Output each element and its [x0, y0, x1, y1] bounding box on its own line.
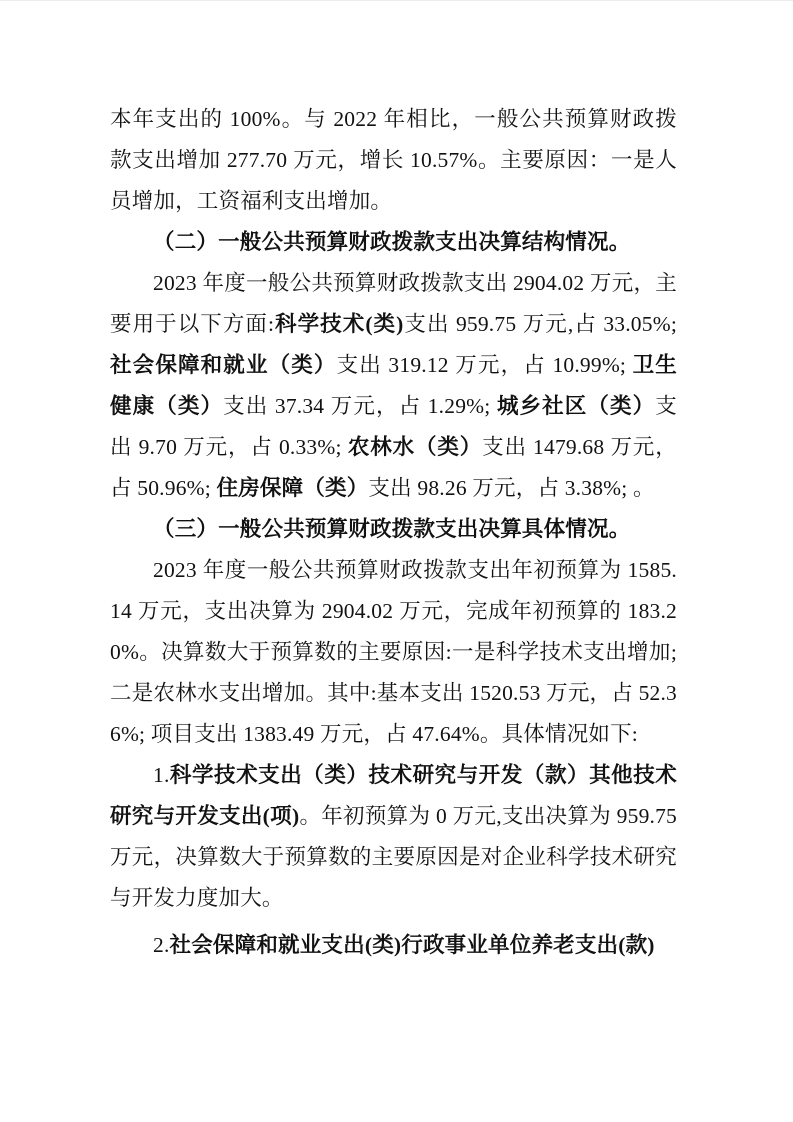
bold-text-run: 农林水（类）	[347, 435, 483, 459]
text-run: 支出 959.75 万元,占 33.05%;	[403, 312, 677, 336]
text-run: 支出 319.12 万元，占 10.99%;	[336, 353, 633, 377]
bold-text-run: 科学技术(类)	[274, 312, 404, 336]
text-run: 本年支出的 100%。与 2022 年相比，一般公共预算财政拨款支出增加 277.70 万元，增长 10.57%。主要原因：一是人员增加，工资福利支出增加。	[110, 107, 677, 213]
text-run: 支出 37.34 万元，占 1.29%;	[223, 394, 497, 418]
section-heading	[110, 222, 677, 263]
bold-text-run: 卫生健康（类）	[110, 353, 677, 418]
text-run: 支出 9.70 万元，占 0.33%;	[110, 394, 677, 459]
bold-text-run: 社会保障和就业（类）	[110, 353, 337, 377]
page-top-edge	[0, 0, 793, 1]
body-paragraph	[110, 550, 677, 755]
body-paragraph	[110, 99, 677, 222]
text-run: 。年初预算为 0 万元,支出决算为 959.75 万元，决算数大于预算数的主要原因是对企业科学技术研究与开发力度加大。	[110, 804, 677, 910]
bold-text-run: 科学技术支出（类）技术研究与开发（款）其他技术研究与开发支出(项)	[110, 763, 677, 828]
body-paragraph	[110, 263, 677, 509]
text-run: 1.	[153, 763, 170, 787]
document-body	[110, 99, 677, 966]
body-paragraph	[110, 755, 677, 919]
section-heading	[110, 509, 677, 550]
bold-text-run: （三）一般公共预算财政拨款支出决算具体情况。	[153, 517, 631, 541]
text-run: 2.	[153, 933, 170, 957]
body-paragraph	[110, 925, 677, 966]
text-run: 2023 年度一般公共预算财政拨款支出年初预算为 1585.14 万元，支出决算为 2904.02 万元，完成年初预算的 183.20%。决算数大于预算数的主要原因:一是科学技术支出增加; 二是农林水支出增加。其中:基本支出 1520.53 万元，占 52.36%; 项目支出 1383.49 万元，占 47.64%。具体情况如下:	[110, 558, 677, 746]
text-run: 2023 年度一般公共预算财政拨款支出 2904.02 万元，主要用于以下方面:	[110, 271, 677, 336]
text-run: 支出 98.26 万元，占 3.38%; 。	[368, 476, 655, 500]
bold-text-run: 住房保障（类）	[216, 476, 369, 500]
text-run: 支出 1479.68 万元，占 50.96%;	[110, 435, 677, 500]
bold-text-run: 社会保障和就业支出(类)行政事业单位养老支出(款)	[169, 933, 655, 957]
bold-text-run: （二）一般公共预算财政拨款支出决算结构情况。	[153, 230, 631, 254]
bold-text-run: 城乡社区（类）	[496, 394, 656, 418]
